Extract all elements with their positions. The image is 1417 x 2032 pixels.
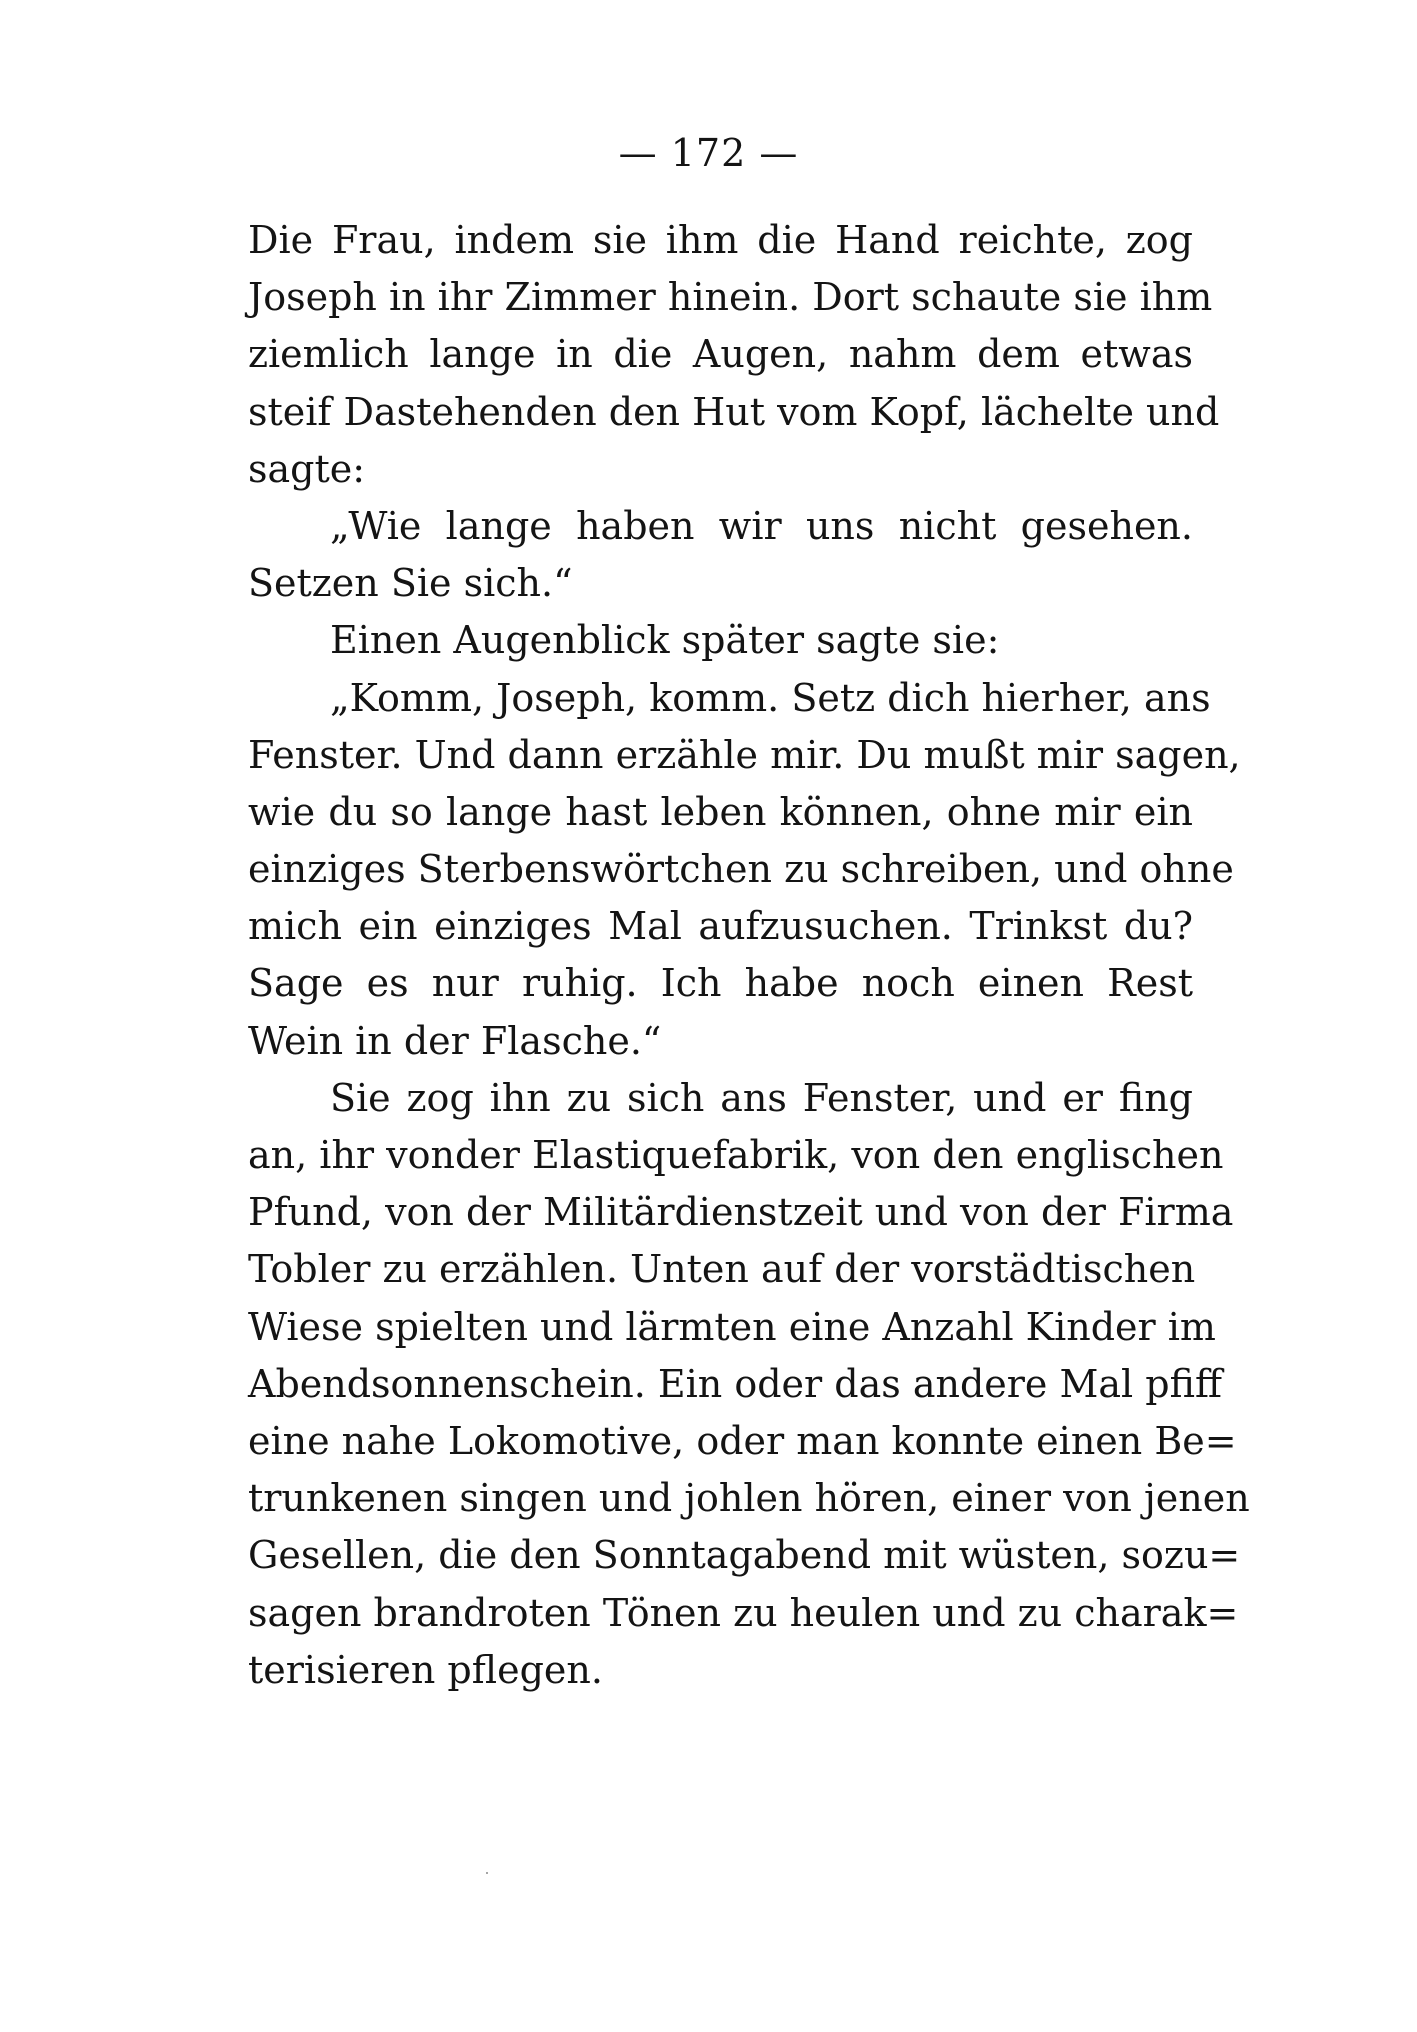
text-line: eine nahe Lokomotive, oder man konnte einen Be= bbox=[248, 1418, 1237, 1463]
text-line: sagen brandroten Tönen zu heulen und zu charak= bbox=[248, 1590, 1239, 1635]
text-line: sagte: bbox=[248, 446, 366, 491]
text-line: trunkenen singen und johlen hören, einer von jenen bbox=[248, 1476, 1250, 1521]
page-number: — 172 — bbox=[618, 131, 799, 175]
text-line: Sage es nur ruhig. Ich habe noch einen Rest bbox=[248, 961, 1193, 1006]
text-line: „Wie lange haben wir uns nicht gesehen. bbox=[330, 503, 1193, 548]
text-line: Pfund, von der Militärdienstzeit und von der Firma bbox=[248, 1190, 1234, 1235]
text-line: steif Dastehenden den Hut vom Kopf, lächelte und bbox=[248, 389, 1220, 434]
text-line: wie du so lange hast leben können, ohne mir ein bbox=[248, 789, 1193, 834]
text-line: Tobler zu erzählen. Unten auf der vorstädtischen bbox=[248, 1247, 1196, 1292]
text-line: Fenster. Und dann erzähle mir. Du mußt mir sagen, bbox=[248, 732, 1241, 777]
text-line: Die Frau, indem sie ihm die Hand reichte, zog bbox=[248, 218, 1193, 262]
text-line: Joseph in ihr Zimmer hinein. Dort schaute sie ihm bbox=[248, 275, 1213, 320]
text-line: „Komm, Joseph, komm. Setz dich hierher, ans bbox=[330, 675, 1211, 720]
text-line: einziges Sterbenswörtchen zu schreiben, und ohne bbox=[248, 847, 1234, 892]
text-line: ziemlich lange in die Augen, nahm dem etwas bbox=[248, 332, 1193, 377]
text-line: Abendsonnenschein. Ein oder das andere Mal pfiff bbox=[248, 1361, 1222, 1406]
paper-speck bbox=[486, 1872, 488, 1874]
body-text bbox=[248, 212, 1250, 1699]
text-line: Sie zog ihn zu sich ans Fenster, und er fing bbox=[330, 1075, 1193, 1120]
text-line: mich ein einziges Mal aufzusuchen. Trinkst du? bbox=[248, 904, 1193, 949]
text-line: Wiese spielten und lärmten eine Anzahl Kinder im bbox=[248, 1304, 1216, 1349]
text-line: terisieren pflegen. bbox=[248, 1647, 603, 1692]
text-line: Setzen Sie sich.“ bbox=[248, 561, 573, 606]
text-line: Gesellen, die den Sonntagabend mit wüsten, sozu= bbox=[248, 1533, 1241, 1578]
text-line: Wein in der Flasche.“ bbox=[248, 1018, 662, 1063]
text-line: an, ihr vonder Elastiquefabrik, von den englischen bbox=[248, 1133, 1224, 1177]
text-line: Einen Augenblick später sagte sie: bbox=[330, 618, 1000, 663]
